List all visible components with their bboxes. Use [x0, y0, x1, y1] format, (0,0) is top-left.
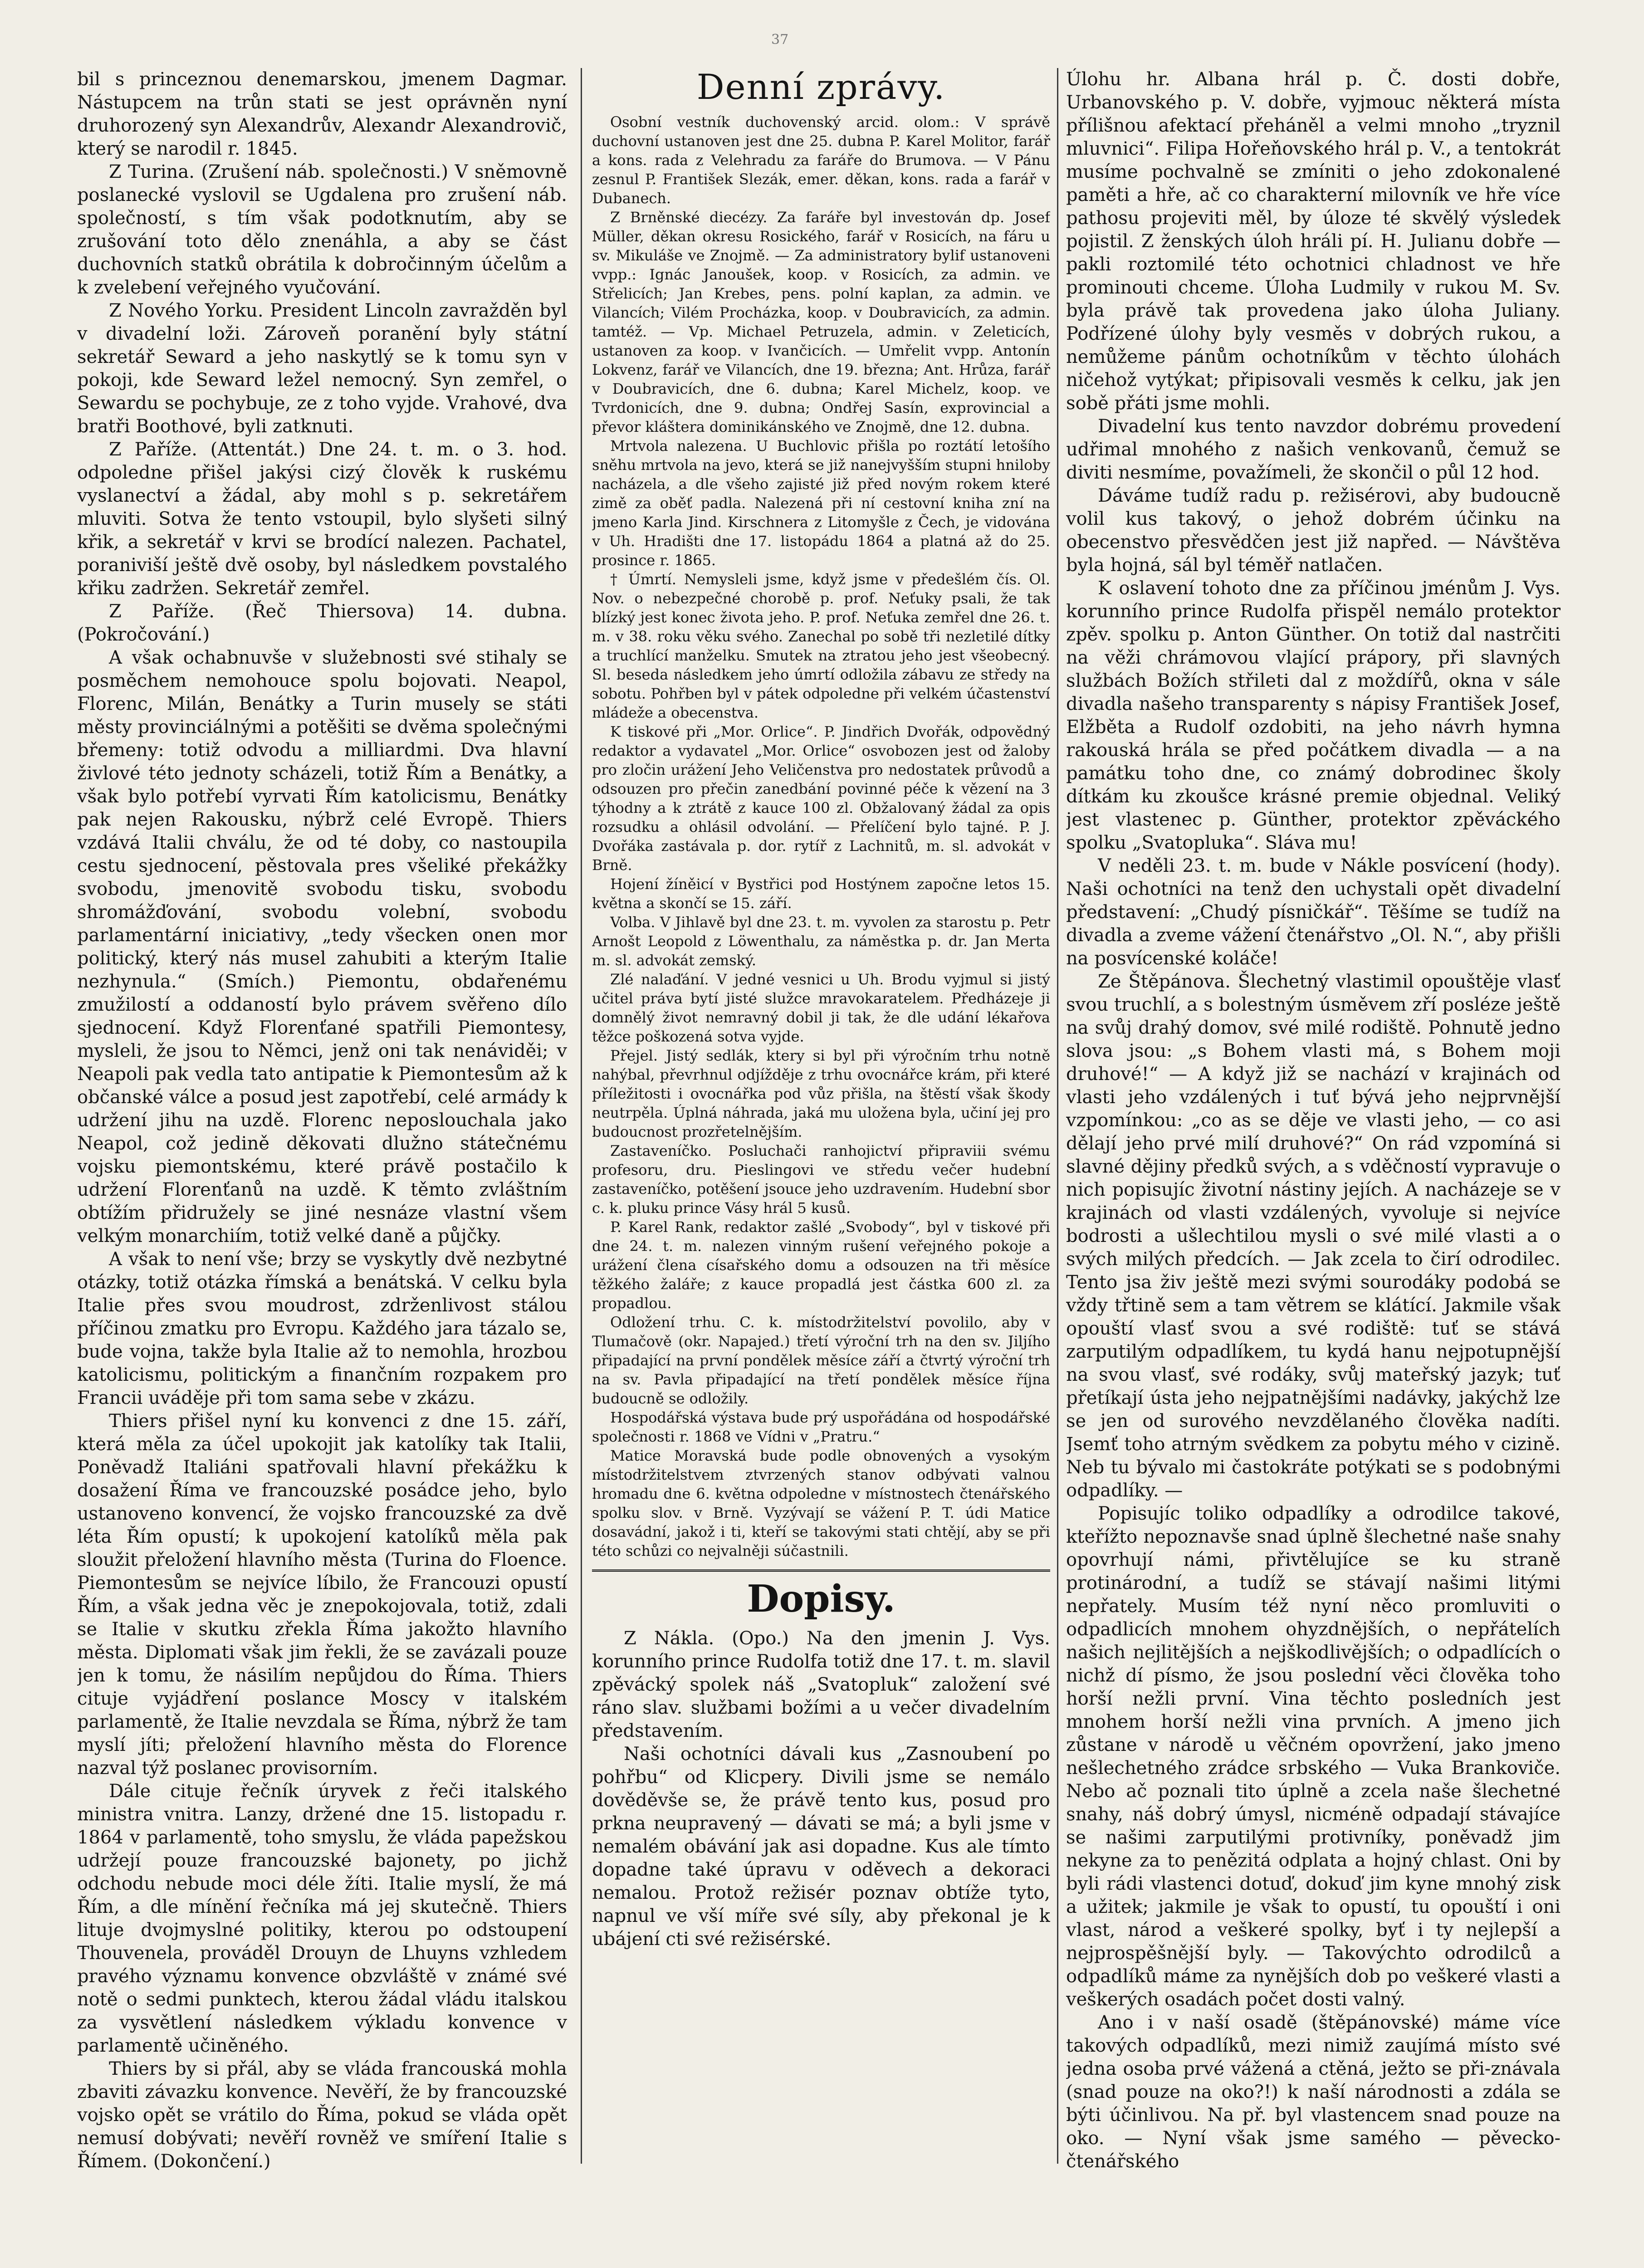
news-item: Zastaveníčko. Posluchači ranhojictví připraviii svému profesoru, dru. Pieslingovi ve středu večer hudební zastaveníčko, potěšení jsouce jeho uzdravením. Hudební sbor c. k. pluku prince Vásy hrál 5 kusů. [592, 1142, 1050, 1217]
article-paragraph: Z Paříže. (Attentát.) Dne 24. t. m. o 3. hod. odpoledne přišel jakýsi cizý člověk k ruskému vyslanectví a žádal, aby mohl s p. sekretářem mluviti. Sotva že tento vstoupil, bylo slyšeti silný křik, a sekretář v krvi se brodící nalezen. Pachatel, poraniviší ještě dvě osoby, byl následkem povstalého křiku zadržen. Sekretář zemřel. [77, 439, 567, 599]
news-item: Přejel. Jistý sedlák, ktery si byl při výročním trhu notně nahýbal, převrhnul odjížděje z trhu ovocnářce krám, při které příležitosti i ovocnářka pod vůz přišla, na štěstí však škody neutrpěla. Úplná náhrada, jaká mu uložena byla, učiní jej pro budoucnost prozřetelnějším. [592, 1047, 1050, 1140]
news-item: Zlé nalaďání. V jedné vesnici u Uh. Brodu vyjmul si jistý učitel práva bytí jisté služce mravokaratelem. Předházeje ji domnělý život nemravný dobil ji tak, že dle udání lékařova těžce poškozená sotva vyjde. [592, 971, 1050, 1045]
article-paragraph: Z Turina. (Zrušení náb. společnosti.) V sněmovně poslanecké vyslovil se Ugdalena pro zrušení náb. společností, s tím však podotknutím, aby se zrušování toto dělo znenáhla, a aby se část duchovních statků obrátila k dobročinným účelům a k zvelebení veřejného vyučování. [77, 161, 567, 298]
column-2 [592, 68, 1050, 2182]
article-paragraph: Z Paříže. (Řeč Thiersova) 14. dubna. (Pokročování.) [77, 601, 567, 645]
article-paragraph: V neděli 23. t. m. bude v Nákle posvícení (hody). Naši ochotníci na tenž den uchystali opět divadelní představení: „Chudý písničkář“. Těšíme se tudíž na divadla a zveme vážení čtenářstvo „Ol. N.“, aby přišli na posvícenské koláče! [1066, 855, 1561, 969]
article-paragraph: Popisujíc toliko odpadlíky a odrodilce takové, kteřížto nepoznavše snad úplně šlechetné naše snahy opovrhují námi, přivtělujíce se ku straně protinárodní, a tudíž se stávají našimi litými nepřately. Musím též nyní něco promluviti o odpadlicích mnohem ohyzdnějších, o nepřátelích našich nejlitějších a nejškodlivějších; o odpadlících o nichž dí písmo, že jsou poslední věci člověka toho horší nežli první. Vina těchto posledních jest mnohem horší nežli vina prvních. A jmeno jich zůstane v národě u věčném opovržení, jako jmeno nešlechetného zrádce srbského — Vuka Brankoviče. Nebo ač poznali tito úplně a zcela naše šlechetné snahy, náš dobrý úmysl, nicméně odpadají stávajíce se našimi zarputilými protivníky, poněvadž jim nekyne za to penězitá odplata a hojný chlast. Oni by byli rádi vlastenci dotuď, dokuď jim kyne mnohý zisk a užitek; jakmile je však to opustí, tu opouští i oni vlast, národ a veškeré spolky, byť i ty nejlepší a nejprospěšnější byly. — Takovýchto odrodilců a odpadlíků máme za nynějších dob po veškeré vlasti a veškerých osadách počet dosti valný. [1066, 1503, 1561, 2010]
news-item: † Úmrtí. Nemysleli jsme, když jsme v předešlém čís. Ol. Nov. o nebezpečné chorobě p. prof. Neťuky psali, že tak blízký jest konec života jeho. P. prof. Neťuka zemřel dne 26. t. m. v 38. roku věku svého. Zanechal po sobě tři nezletilé dítky a truchlící manželku. Smutek na ztratou jeho jest všeobecný. Sl. beseda následkem jeho úmrtí odložila zábavu ze středy na sobotu. Pohřben byl v pátek odpoledne při velkém účastenství mládeže a obecenstva. [592, 571, 1050, 721]
column-3 [1066, 68, 1561, 2182]
news-item: Osobní vestník duchovenský arcid. olom.: V správě duchovní ustanoven jest dne 25. dubna P. Karel Molitor, farář a kons. rada z Velehradu za faráře do Brumova. — V Pánu zesnul P. František Slezák, emer. děkan, kons. rada a farář v Dubanech. [592, 113, 1050, 207]
article-paragraph: A však to není vše; brzy se vyskytly dvě nezbytné otázky, totiž otázka římská a benátská. V celku byla Italie přes svou moudrost, zdrženlivost stálou příčinou zmatku pro Evropu. Každého jara tázalo se, bude vojna, takže byla Italie až to nemohla, hrozbou katolicismu, politickým a finančním rozpakem pro Francii uváděje při tom sama sebe v zkázu. [77, 1249, 567, 1408]
page-mark: 37 [771, 32, 789, 48]
article-paragraph: Úlohu hr. Albana hrál p. Č. dosti dobře, Urbanovského p. V. dobře, vyjmouc některá místa přílišnou afektací přeháněl a velmi mnoho „tryznil mluvnici“. Filipa Hořeňovského hrál p. V., a tentokrát musíme pochvalně se zmíniti o jeho zdokonalené paměti a hře, ač co charakterní milovník ve hře více pathosu projeviti měl, by úloze té skvělý výsledek pojistil. Z ženských úloh hráli pí. H. Julianu dobře — pakli roztomilé této ochotnici chladnost ve hře prominouti chceme. Úloha Ludmily v rukou M. Sv. byla právě tak provedena jako úloha Juliany. Podřízené úlohy byly vesměs v dobrých rukou, a nemůžeme pánům ochotníkům v těchto úlohách ničehož vytýkat; připisovali vesměs k celku, jak jen sobě přáti jsme mohli. [1066, 69, 1561, 414]
article-paragraph: A však ochabnuvše v služebnosti své stihaly se posměchem nemohouce spolu bojovati. Neapol, Florenc, Milán, Benátky a Turin musely se státi městy provinciálnými a potěšiti se dvěma společnými břemeny: totiž odvodu a milliardmi. Dva hlavní živlové této jednoty scházeli, totiž Řím a Benátky, a však bylo potřebí vyrvati Řím katolicismu, Benátky pak nejen Rakousku, nýbrž celé Evropě. Thiers vzdává Italii chválu, že od té doby, co nastoupila cestu sjednocení, pěstovala pres všeliké překážky svobodu, jmenovitě svobodu tisku, svobodu shromážďování, svobodu volební, svobodu parlamentární iniciativy, „tedy všecken onen mor politický, který nás musel zahubiti a kterým Italie nezhynula.“ (Smích.) Piemontu, obdařenému zmužilostí a oddaností bylo právem svěřeno dílo sjednocení. Když Florenťané spatřili Piemontesy, mysleli, že jsou to Němci, jenž oni tak nenáviděi; v Neapoli pak vedla tato antipatie k Piemontesům až k občanské válce a posud jest zapotřebí, celé armády k udržení jihu na uzdě. Florenc neposlouchala jako Neapol, což jedině děkovati dlužno státečnému vojsku piemontskému, které právě postačilo k udržení Florenťanů na uzdě. K těmto zvláštním obtížím přidružely se jiné nesnáze vlastní všem velkým monarchiím, totiž velké daně a půjčky. [77, 647, 567, 1246]
section-heading-denni-zpravy: Denní zprávy. [696, 68, 946, 107]
article-paragraph: K oslavení tohoto dne za příčinou jménům J. Vys. korunního prince Rudolfa přispěl nemálo protektor zpěv. spolku p. Anton Günther. On totiž dal nastrčiti na věži chrámovou vlající prápory, při slavných službách Božích střileti dal z moždířů, okna v sále divadla našeho transparenty s nápisy František Josef, Elžběta a Rudolf ozdobiti, na jeho návrh hymna rakouská hrála se před počátkem divadla — a na památku toho dne, co známý dobrodinec školy dítkám ku zkoušce krásné premie objednal. Veliký jest vlastenec p. Günther, protektor zpěváckého spolku „Svatopluka“. Sláva mu! [1066, 578, 1561, 853]
news-item: Volba. V Jihlavě byl dne 23. t. m. vyvolen za starostu p. Petr Arnošt Leopold z Löwenthalu, za náměstka p. dr. Jan Merta m. sl. advokát zemský. [592, 914, 1050, 969]
article-paragraph: Divadelní kus tento navzdor dobrému provedení udřimal mnohého z našich venkovanů, čemuž se diviti nesmíme, považímeli, že skončil o půl 12 hod. [1066, 416, 1561, 483]
letters-section [592, 1627, 1050, 1951]
news-item: Hojení žíněicí v Bystřici pod Hostýnem započne letos 15. května a skončí se 15. září. [592, 875, 1050, 912]
article-paragraph: bil s princeznou denemarskou, jmenem Dagmar. Nástupcem na trůn stati se jest oprávněn nyní druhorozený syn Alexandrův, Alexandr Alexandrovič, který se narodil r. 1845. [77, 69, 567, 159]
article-paragraph: Ze Štěpánova. Šlechetný vlastimil opouštěje vlasť svou truchlí, a s bolestným úsměvem zří posléze ještě na svůj drahý domov, své milé rodiště. Pohnutě jedno slova jsou: „s Bohem vlasti má, s Bohem moji druhové!“ — A když již se nachází v krajinách od vlasti jeho vzdálených i tuť bývá jeho nejprvnější vzpomínkou: „co as se děje ve vlasti jeho, — co asi dělají jeho prvé milí druhové?“ On rád vzpomíná si slavné dějiny předků svých, a s vděčností vypravuje o nich popisujíc životní nástiny jejích. A nacházeje se v krajinách od vlasti vzdálených, vyvoluje si nejvíce bodrosti a ušlechtilou mysli o své milé vlasti a o svých milých předcích. — Jak zcela to čirí odrodilec. Tento jsa živ ještě mezi svými sourodáky podobá se vždy třtině sem a tam větrem se klátící. Jakmile však opouští vlasť svou a své rodiště: tuť se stává zarputilým odpadlíkem, tu kydá hanu nejpotupnější na svou vlasť, své rodáky, svůj mateřský jazyk; tuť přetíkají ústa jeho nejpatnějšími nadávky, jakýchž lze se jen od surového nevzdělaného člověka nadíti. Jsemť toho atrným svědkem za pobytu mého v cizině. Neb tu bývalo mi častokráte potýkati se s podobnými odpadlíky. — [1066, 971, 1561, 1501]
column-divider-1 [581, 68, 582, 2164]
section-divider [592, 1569, 1050, 1572]
column-1 [77, 68, 567, 2182]
article-paragraph: Z Nového Yorku. President Lincoln zavražděn byl v divadelní loži. Zároveň poranění byly státní sekretář Seward a jeho naskytlý se k tomu syn v pokoji, kde Seward ležel nemocný. Syn zemřel, o Sewardu se pochybuje, ze z toho vyjde. Vrahové, dva bratři Boothové, byli zatknuti. [77, 300, 567, 437]
article-paragraph: Dáváme tudíž radu p. režisérovi, aby budoucně volil kus takový, o jehož dobrém účinku na obecenstvo přesvědčen jest již napřed. — Návštěva byla hojná, sál byl téměř natlačen. [1066, 485, 1561, 576]
article-paragraph: Thiers přišel nyní ku konvenci z dne 15. září, která měla za účel upokojit jak katolíky tak Italii, Poněvadž Italiáni spatřovali hlavní překážku k dosažení Říma ve francouzské posádce jeho, bylo ustanoveno konvencí, že vojsko francouzské za dvě léta Řím opustí; k upokojení katolíků měla pak sloužit přeložení hlavního města (Turina do Floence. Piemontesům se nejvíce líbilo, že Francouzi opustí Řím, a však jedna věc je znepokojovala, totiž, zdali se Italie v skutku zřekla Říma jakožto hlavního města. Diplomati však jim řekli, že se zavázali pouze jen k tomu, že násilím nepůjdou do Říma. Thiers cituje vyjádření poslance Moscy v italském parlamentě, že Italie nevzdala se Říma, nýbrž že tam myslí jíti; přeložení hlavního města do Florence nazval týž poslanec provisorním. [77, 1411, 567, 1779]
letter-paragraph: Naši ochotníci dávali kus „Zasnoubení po pohřbu“ od Klicpery. Divili jsme se nemálo dověděvše se, že právě tento kus, posud pro prkna neupravený — dávati se má; a byli jsme v nemalém obávání jak asi dopadne. Kus ale tímto dopadne také úpravu v oděvech a dekoraci nemalou. Protož režisér poznav obtíže tyto, napnul ve vší míře své síly, aby překonal je k ubájení cti své režisérské. [592, 1744, 1050, 1950]
article-paragraph: Dále cituje řečník úryvek z řeči italského ministra vnitra. Lanzy, držené dne 15. listopadu r. 1864 v parlamentě, toho smyslu, že vláda papežskou udržejí pouze francouzské bajonety, po jichž odchodu nebude moci déle žíti. Italie myslí, že má Řím, a dle mínění řečníka má jej skutečně. Thiers lituje dvojmyslné politiky, kterou po odstoupení Thouvenela, prováděl Drouyn de Lhuyns vzhledem pravého významu konvence obzvláště v známé své notě o sedmi punktech, kterou žádal vládu italskou za vysvětlení následkem výkladu konvence v parlamentě učiněného. [77, 1781, 567, 2056]
news-item: Z Brněnské diecézy. Za faráře byl investován dp. Josef Müller, děkan okresu Rosického, farář v Rosicích, na fáru u sv. Mikuláše ve Znojmě. — Za administratory bylif ustanoveni vvpp.: Ignác Janoušek, koop. v Rosicích, za admin. ve Střelicích; Jan Krebes, pens. polní kaplan, za admin. ve Vilancích; Vilém Procházka, koop. v Doubravicích, za admin. tamtéž. — Vp. Michael Petruzela, admin. v Zeleticích, ustanoven za koop. v Ivančicích. — Umřelit vvpp. Antonín Lokvenz, farář ve Vilancích, dne 19. března; Ant. Hrůza, farář v Doubravicích, dne 6. dubna; Karel Michelz, koop. ve Tvrdonicích, dne 9. dubna; Ondřej Sasín, exprovincial a převor kláštera dominikánského ve Znojmě, dne 12. dubna. [592, 209, 1050, 435]
news-item: Hospodářská výstava bude prý uspořádána od hospodářské společnosti r. 1868 ve Vídni v „Pratru.“ [592, 1409, 1050, 1445]
section-heading-dopisy: Dopisy. [747, 1577, 895, 1621]
article-paragraph: Ano i v naší osadě (štěpánovské) máme více takových odpadlíků, mezi nimiž zaujímá místo své jedna osoba prvé vážená a ctěná, ježto se při-znávala (snad pouze na oko?!) k naší národnosti a zdála se býti účinlivou. Na př. byl vlastencem snad pouze na oko. — Nyní však jsme samého — pěvecko-čtenářského [1066, 2012, 1561, 2172]
news-item: K tiskové při „Mor. Orlice“. P. Jindřich Dvořák, odpovědný redaktor a vydavatel „Mor. Orlice“ osvobozen jest od žaloby pro zločin urážení Jeho Veličenstva pro nedostatek průvodů a odsouzen pro přečin zanedbání povinné péče k vězení na 3 týhodny a k ztrátě z kauce 100 zl. Obžalovaný žádal za opis rozsudku a ohlásil odvolání. — Přelíčení bylo tajné. P. J. Dvořáka zastávala p. dor. rytíř z Lachnitů, m. sl. advokát v Brně. [592, 723, 1050, 874]
article-paragraph: Thiers by si přál, aby se vláda francouská mohla zbaviti závazku konvence. Nevěří, že by francouzské vojsko opět se vrátilo do Říma, pokud se vláda opět nemusí dobývati; nevěří rovněž ve smíření Italie s Římem. (Dokončení.) [77, 2058, 567, 2172]
column-divider-2 [1057, 68, 1058, 2164]
letter-paragraph: Z Nákla. (Opo.) Na den jmenin J. Vys. korunního prince Rudolfa totiž dne 17. t. m. slavil zpěvácký spolek náš „Svatopluk“ založení své ráno slav. službami božími a u večer divadelním představením. [592, 1628, 1050, 1741]
news-item: Matice Moravská bude podle obnovených a vysokým místodržitelstvem ztvrzených stanov odbývati valnou hromadu dne 6. května odpoledne v místnostech čtenářského spolku slov. v Brně. Vyzývají se vážení P. T. údi Matice dosavádní, jakož i ti, kteří se takovými stati chtějí, aby se při této schůzi co nejvalněji súčastnili. [592, 1447, 1050, 1559]
news-item: Odložení trhu. C. k. místodržitelství povolilo, aby v Tlumačově (okr. Napajed.) třetí výroční trh na den sv. Jiljího připadající na první pondělek měsíce září a čtvrtý výroční trh na sv. Pavla připadající na třetí pondělek měsíce října budoucně se odložily. [592, 1314, 1050, 1407]
news-item: P. Karel Rank, redaktor zašlé „Svobody“, byl v tiskové při dne 24. t. m. nalezen vinným rušení veřejného pokoje a urážení člena císařského domu a odsouzen na tři měsíce těžkého žaláře; z kauce propadlá jest částka 600 zl. za propadlou. [592, 1218, 1050, 1312]
news-item: Mrtvola nalezena. U Buchlovic přišla po roztátí letošího sněhu mrtvola na jevo, která se již nanejvyšším stupni hniloby nacházela, a dle všeho zajisté již před novým rokem které zimě za oběť padla. Nalezená při ní cestovní kniha zní na jmeno Karla Jind. Kirschnera z Litomyšle z Čech, je vidována v Uh. Hradišti dne 17. listopádu 1864 a platná až do 25. prosince r. 1865. [592, 437, 1050, 569]
